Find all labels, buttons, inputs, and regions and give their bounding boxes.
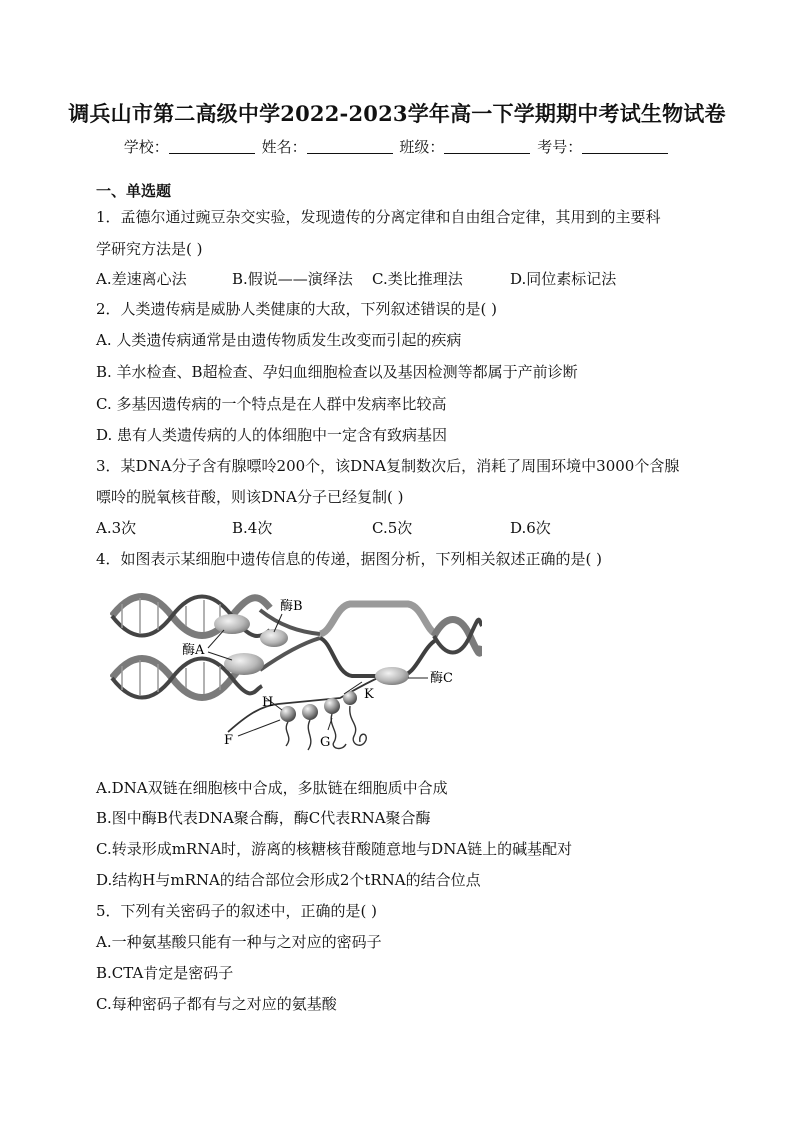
q3-option-a: A.3次 [96,519,137,537]
school-label: 学校： [123,138,169,156]
section-heading: 一、单选题 [96,182,172,200]
gene-expression-diagram [110,586,482,758]
q3-stem-line2: 嘌呤的脱氧核苷酸，则该DNA分子已经复制( ) [96,488,404,506]
q5-option-c: C.每种密码子都有与之对应的氨基酸 [96,995,337,1013]
q4-option-d: D.结构H与mRNA的结合部位会形成2个tRNA的结合位点 [96,871,481,889]
q1-option-d: D.同位素标记法 [510,270,617,288]
label-k: K [364,687,374,702]
exam-title: 调兵山市第二高级中学2022-2023学年高一下学期期中考试生物试卷 [68,101,726,126]
q1-stem-line1: 1．孟德尔通过豌豆杂交实验，发现遗传的分离定律和自由组合定律，其用到的主要科 [96,208,661,226]
q3-option-c: C.5次 [372,519,413,537]
school-blank [169,139,255,154]
q1-option-b: B.假说——演绎法 [232,270,353,288]
student-info-row [0,136,794,157]
q5-option-b: B.CTA肯定是密码子 [96,964,234,982]
label-enzyme-a: 酶A [182,643,205,658]
name-label: 姓名： [261,138,307,156]
q1-option-a: A.差速离心法 [96,270,187,288]
q4-option-c: C.转录形成mRNA时，游离的核糖核苷酸随意地与DNA链上的碱基配对 [96,840,573,858]
q3-option-d: D.6次 [510,519,551,537]
q5-stem: 5．下列有关密码子的叙述中，正确的是( ) [96,902,378,920]
label-enzyme-c: 酶C [430,671,453,686]
q1-option-c: C.类比推理法 [372,270,463,288]
class-blank [444,139,530,154]
name-blank [307,139,393,154]
q4-option-a: A.DNA双链在细胞核中合成，多肽链在细胞质中合成 [96,779,448,797]
enzyme-c-shape [375,667,409,685]
q4-stem: 4．如图表示某细胞中遗传信息的传递，据图分析，下列相关叙述正确的是( ) [96,550,603,568]
exam-number-label: 考号： [537,138,583,156]
transcription-bubble [320,604,436,676]
right-dna-helix [434,620,482,654]
q1-stem-line2: 学研究方法是( ) [96,240,203,258]
q2-option-b: B. 羊水检查、B超检查、孕妇血细胞检查以及基因检测等都属于产前诊断 [96,363,578,381]
q2-option-c: C. 多基因遗传病的一个特点是在人群中发病率比较高 [96,395,447,413]
label-f: F [224,733,234,748]
upper-dna-helix [112,597,270,637]
q3-stem-line1: 3．某DNA分子含有腺嘌呤200个，该DNA复制数次后，消耗了周围环境中3000个含腺 [96,457,680,475]
q3-option-b: B.4次 [232,519,273,537]
label-enzyme-b: 酶B [280,599,303,614]
label-g: G [320,735,331,750]
q2-stem: 2．人类遗传病是威胁人类健康的大敌，下列叙述错误的是( ) [96,300,498,318]
class-label: 班级： [399,138,445,156]
enzyme-a-upper-shape [214,614,250,634]
exam-number-blank [582,139,668,154]
q2-option-d: D. 患有人类遗传病的人的体细胞中一定含有致病基因 [96,426,448,444]
q2-option-a: A. 人类遗传病通常是由遗传物质发生改变而引起的疾病 [96,331,462,349]
enzyme-a-lower-shape [224,653,264,675]
q4-option-b: B.图中酶B代表DNA聚合酶，酶C代表RNA聚合酶 [96,809,431,827]
q5-option-a: A.一种氨基酸只能有一种与之对应的密码子 [96,933,382,951]
label-h: H [262,695,274,710]
